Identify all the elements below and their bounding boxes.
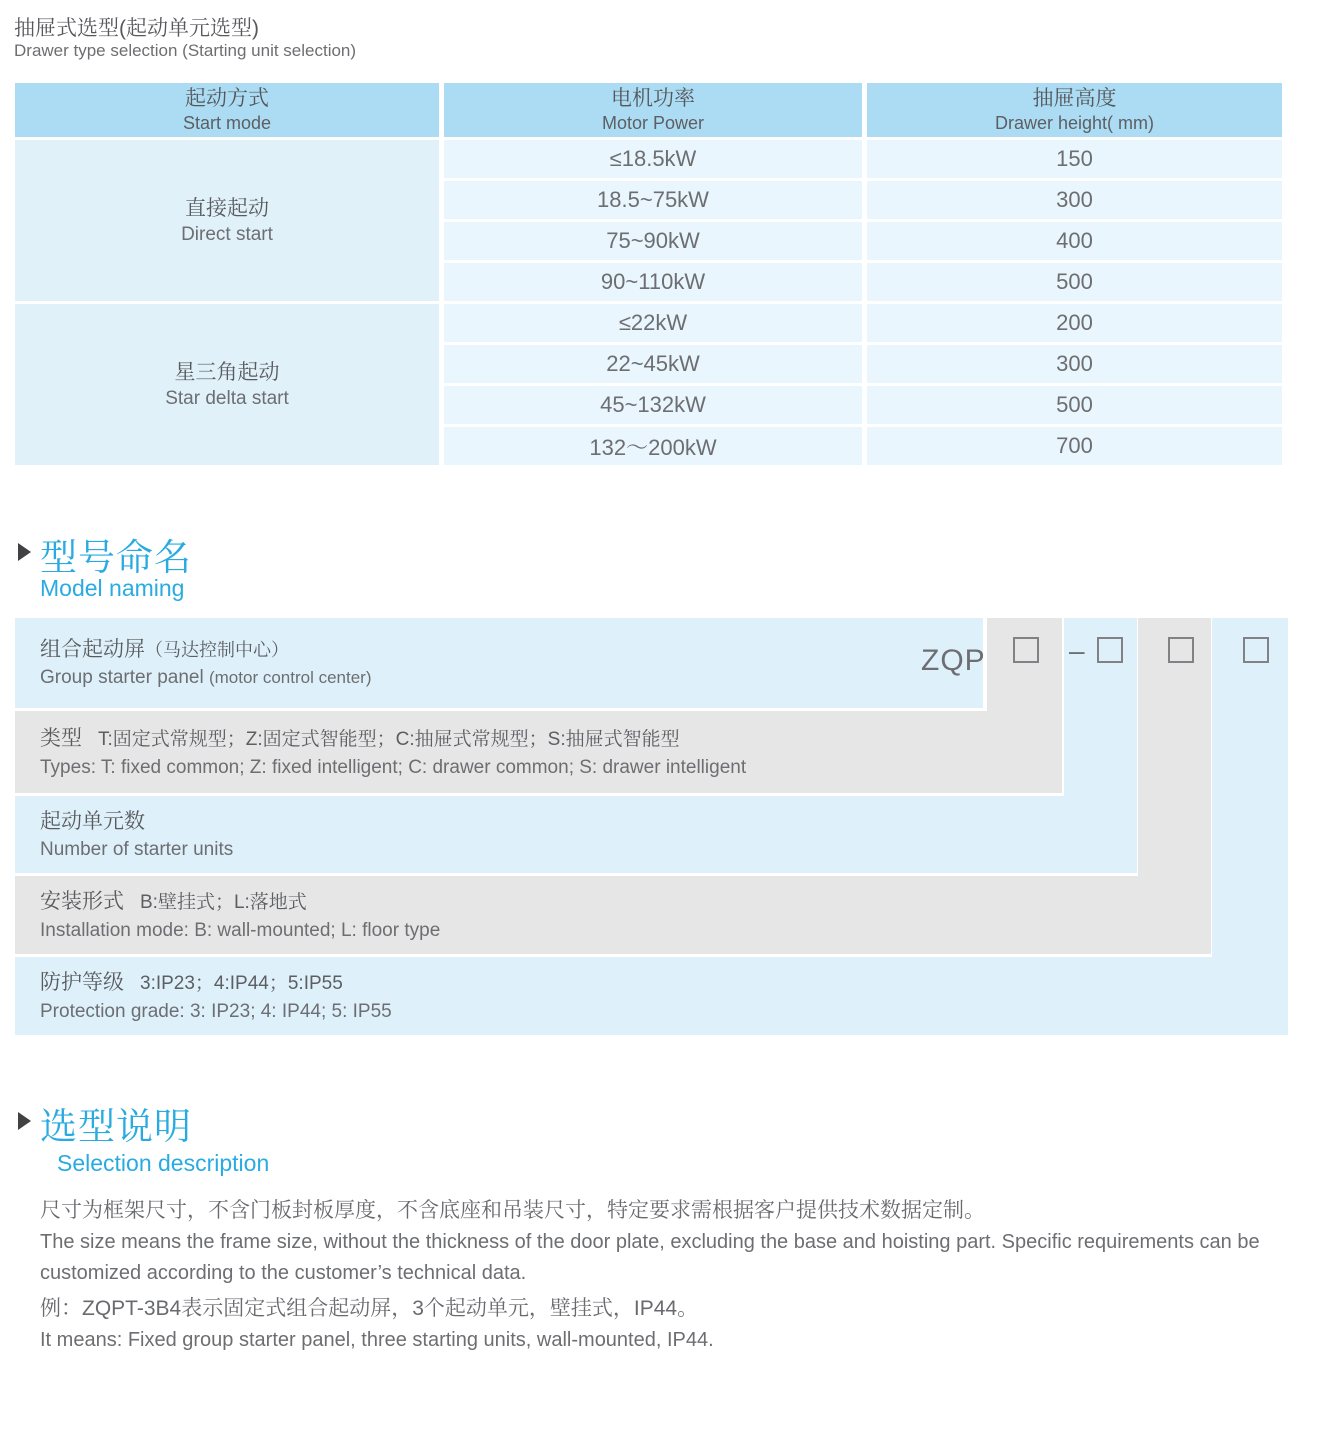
- page-title-en: Drawer type selection (Starting unit selection): [14, 41, 357, 60]
- header-cn: 电机功率: [611, 87, 695, 110]
- cell-power: ≤22kW: [444, 304, 862, 342]
- naming-row-cn: 组合起动屏（马达控制中心）: [40, 638, 289, 661]
- naming-row-cn: 类型 T:固定式常规型；Z:固定式智能型；C:抽屉式常规型；S:抽屉式智能型: [40, 726, 680, 750]
- cell-power: 90~110kW: [444, 263, 862, 301]
- model-code-prefix: ZQP: [921, 644, 986, 677]
- group-label-cn: 直接起动: [185, 196, 269, 220]
- selection-description-text: [40, 1194, 1292, 1356]
- naming-row-type: [15, 711, 1062, 793]
- cell-power: 75~90kW: [444, 222, 862, 260]
- table-row: [15, 304, 1282, 342]
- cell-power: 45~132kW: [444, 386, 862, 424]
- naming-row-units: [15, 796, 1137, 873]
- naming-row-en: Types: T: fixed common; Z: fixed intelligent; C: drawer common; S: drawer intelligent: [40, 756, 747, 778]
- group-cell-star-delta-start: [15, 304, 439, 465]
- description-line-cn: 尺寸为框架尺寸，不含门板封板厚度，不含底座和吊装尺寸，特定要求需根据客户提供技术数据定制。: [40, 1199, 985, 1222]
- naming-row-cn: 防护等级 3:IP23；4:IP44；5:IP55: [40, 970, 343, 994]
- code-placeholder-box-units: [1097, 637, 1123, 663]
- naming-row-installation: [15, 876, 1211, 954]
- table-row: [15, 140, 1282, 178]
- section-heading-selection-description-cn: 选型说明: [40, 1106, 192, 1147]
- section-marker-icon: [18, 543, 31, 561]
- cell-height: 700: [867, 427, 1282, 465]
- header-cn: 抽屉高度: [1032, 87, 1117, 110]
- cell-power: 18.5~75kW: [444, 181, 862, 219]
- code-placeholder-box-protection: [1243, 637, 1269, 663]
- code-placeholder-box-type: [1013, 637, 1039, 663]
- header-cn: 起动方式: [185, 87, 269, 110]
- section-heading-model-naming-cn: 型号命名: [40, 537, 192, 578]
- description-line-en: The size means the frame size, without the thickness of the door plate, excluding the base and hoisting part. Specific requirements can be customized according to the customer’s technical data.: [40, 1231, 1260, 1284]
- section-marker-icon: [18, 1112, 31, 1130]
- header-motor-power: [444, 83, 862, 137]
- cell-height: 300: [867, 345, 1282, 383]
- cell-height: 150: [867, 140, 1282, 178]
- header-en: Drawer height( mm): [994, 113, 1155, 133]
- group-label-cn: 星三角起动: [174, 360, 280, 384]
- naming-row-product: [15, 618, 983, 708]
- header-drawer-height: [867, 83, 1282, 137]
- header-en: Start mode: [182, 113, 272, 133]
- naming-row-en: Protection grade: 3: IP23; 4: IP44; 5: IP55: [40, 1000, 392, 1022]
- group-label-en: Direct start: [181, 223, 273, 245]
- naming-row-en: Installation mode: B: wall-mounted; L: floor type: [40, 919, 441, 941]
- cell-power: 132～200kW: [444, 427, 862, 465]
- naming-row-en: Number of starter units: [40, 838, 234, 860]
- description-example-en: It means: Fixed group starter panel, three starting units, wall-mounted, IP44.: [40, 1329, 714, 1351]
- page-title-cn: 抽屉式选型(起动单元选型): [14, 17, 259, 40]
- naming-row-cn: 起动单元数: [40, 809, 145, 833]
- cell-power: 22~45kW: [444, 345, 862, 383]
- code-placeholder-box-installation: [1168, 637, 1194, 663]
- description-example-cn: 例：ZQPT-3B4表示固定式组合起动屏，3个起动单元，壁挂式，IP44。: [40, 1297, 699, 1320]
- section-heading-selection-description-en: Selection description: [57, 1150, 270, 1176]
- table-header-row: [15, 83, 1282, 137]
- section-heading-model-naming-en: Model naming: [40, 575, 185, 601]
- header-start-mode: [15, 83, 439, 137]
- group-label-en: Star delta start: [165, 387, 289, 409]
- selection-table: [10, 80, 1287, 468]
- code-dash: –: [1069, 635, 1085, 666]
- cell-power: ≤18.5kW: [444, 140, 862, 178]
- naming-row-en: Group starter panel (motor control center): [40, 667, 372, 688]
- model-naming-diagram: [15, 618, 1288, 1035]
- cell-height: 500: [867, 263, 1282, 301]
- cell-height: 500: [867, 386, 1282, 424]
- naming-row-cn: 安装形式 B:壁挂式；L:落地式: [40, 889, 307, 913]
- cell-height: 300: [867, 181, 1282, 219]
- header-en: Motor Power: [601, 113, 705, 133]
- cell-height: 200: [867, 304, 1282, 342]
- group-cell-direct-start: [15, 140, 439, 301]
- naming-row-protection: [15, 957, 1288, 1035]
- cell-height: 400: [867, 222, 1282, 260]
